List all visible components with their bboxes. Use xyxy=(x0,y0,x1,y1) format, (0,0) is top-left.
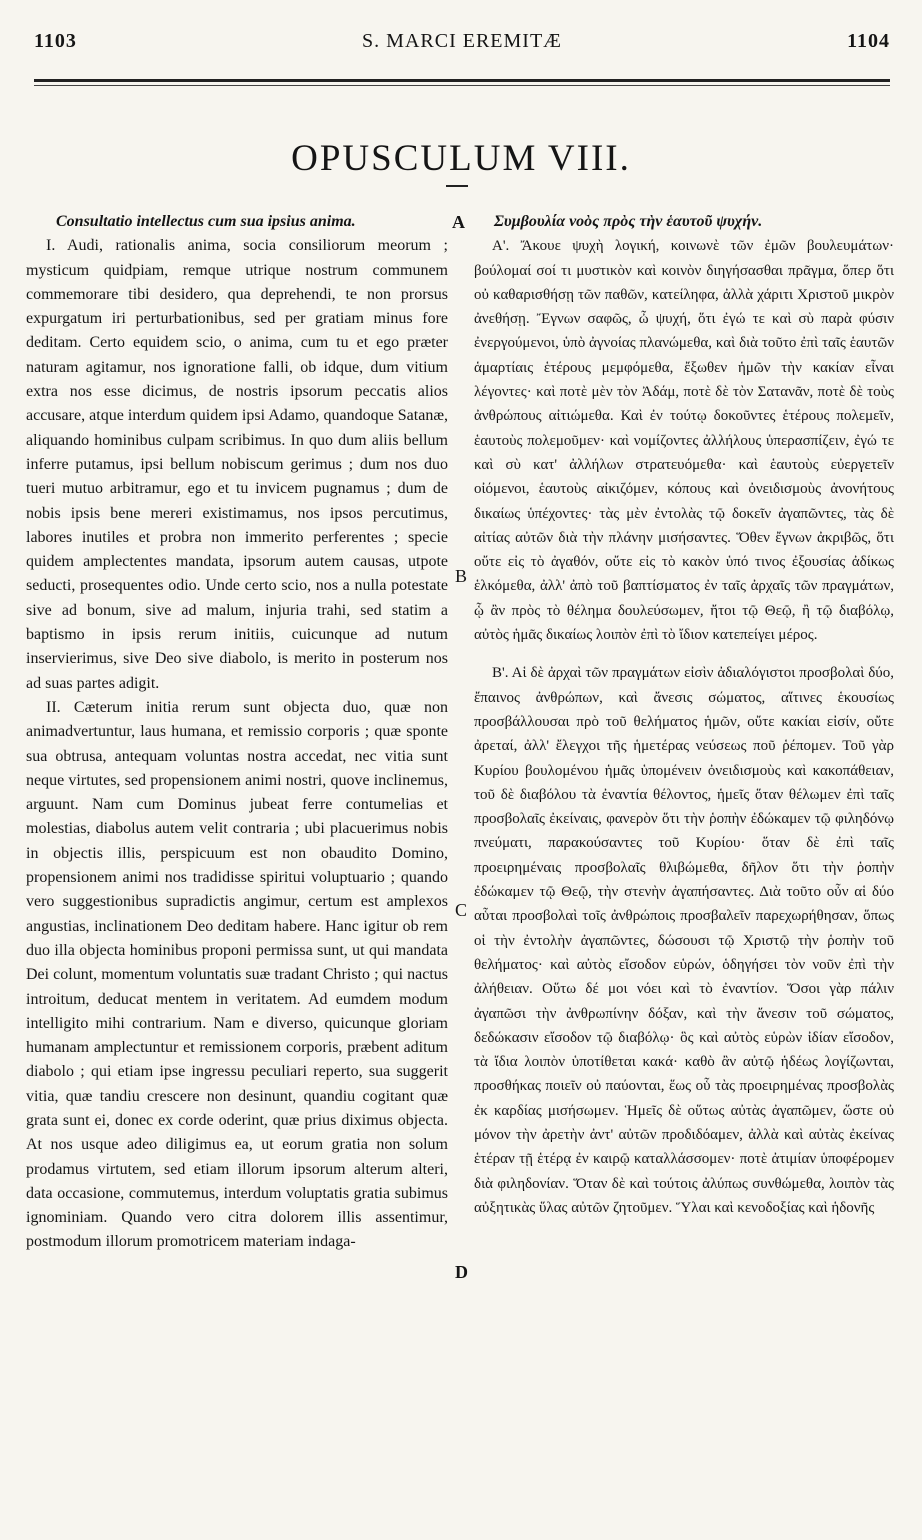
title-divider xyxy=(446,185,468,187)
margin-marker-a: A xyxy=(452,212,465,232)
margin-marker-b: B xyxy=(455,566,468,586)
margin-marker-d: D xyxy=(455,1262,468,1282)
latin-paragraph-1: I. Audi, rationalis anima, socia consiliorum meorum ; mysticum quidpiam, remque utrique nostrum communem commemorare tibi desidero, qua deprehendi, te non prorsus expurgatum iri perturbationibus, sed per gratiam minus fore deditam. Certo equidem scio, o anima, cum tu et ego præter naturam agitamur, nos ignoratione falli, ob idque, dum vitium extra nos esse dicimus, de nostris ipsorum peccatis alios accusare, atque interdum quidem ipsi Adamo, quandoque Satanæ, aliquando hominibus culpam scribimus. In quo dum aliis bellum inferre putamus, ipsi bellum nobiscum gerimus ; dum nos duo tueri mutuo arbitramur, ego et tu invicem pugnamus ; dum de nobis ipsis bene mereri existimamus, nos ipsos percutimus, labores inutiles et probra non immerito perferentes ; specie quidem amplectentes mandata, ipsorum autem causas, utpote seducti, prosequentes odio. Unde certo scio, nos a nulla potestate sive ad bonum, sive ad malum, injuria trahi, sed statim a baptismo in ipsis rerum initiis, cuicunque ad nutum inservierimus, sive Deo sive diabolo, is merito in posterum nos ad suas partes adigit. xyxy=(26,237,448,692)
latin-subtitle: Consultatio intellectus cum sua ipsius anima. xyxy=(56,213,356,230)
latin-paragraph-2: II. Cæterum initia rerum sunt objecta duo, quæ non animadvertuntur, laus humana, et remissio corporis ; quæ sponte sua obtrusa, antequam voluntas nostra accedat, nec vitia sunt neque virtutes, sed propensionem animi nostri, quove inclinemus, arguunt. Nam cum Dominus jubeat ferre contumelias et molestias, diabolus autem velit contraria ; ubi placuerimus nobis in objectis illis, perspicuum est non obaudito Domino, propensionem animi nos tradidisse spiritui voluptuario ; quando vero suggestionibus supradictis angimur, certum est amplexos angustias, inclinationem Deo deditam habere. Hanc igitur ob rem duo illa objecta hominibus proponi permissa sunt, ut qui mandata Dei colunt, momentum voluntatis suæ tradant Christo ; qui nactus introitum, deducat mentem in veritatem. Ad eumdem modum intelligito mihi contrarium. Nam e diverso, quicunque gloriam humanam amplectuntur et remissionem corporis, præbent aditum diabolo ; qui etiam ipse ingressu peculiari reperto, sua suggerit vitia, quæ tandiu crescere non desinunt, quandiu cogitant quæ grata sunt ei, donec ex corde oderint, quæ prius diximus objecta. At nos usque adeo diligimus ea, ut eorum gratia non solum prodamus virtutem, sed etiam illorum ipsorum alterum alteri, data occasione, commutemus, interdum voluptatis gratia subimus ignominiam. Quando vero citra dolorem illis assentimur, postmodum illorum promotricem materiam indaga- xyxy=(26,698,448,1251)
header-rule-thin xyxy=(34,85,890,86)
running-header xyxy=(34,30,890,60)
margin-marker-c: C xyxy=(455,900,468,920)
greek-paragraph-1: Α'. Ἄκουε ψυχὴ λογική, κοινωνὲ τῶν ἐμῶν βουλευμάτων· βούλομαί σοί τι μυστικὸν καὶ κοινὸν διηγήσασθαι πρᾶγμα, ὅπερ ὅτι οὐ καθαρισθήσῃ τῶν παθῶν, κατείληφα, ἀλλὰ χάριτι Χριστοῦ μικρὸν ἀνεθήσῃ. Ἔγνων σαφῶς, ὦ ψυχή, ὅτι ἐγώ τε καὶ σὺ παρὰ φύσιν ἐνεργούμενοι, ὑπὸ ἀγνοίας πλανώμεθα, καὶ διὰ τοῦτο ἐπὶ ταῖς ἑαυτῶν ἁμαρτίαις ἑτέρους μεμφόμεθα, ἔξωθεν ἡμῶν τὴν κακίαν εἶναι λέγοντες· καὶ ποτὲ μὲν τὸν Ἀδάμ, ποτὲ δὲ τὸν Σατανᾶν, ποτὲ δὲ τοὺς ἀνθρώπους αἰτιώμεθα. Καὶ ἐν τούτῳ δοκοῦντες ἑτέρους πολεμεῖν, ἑαυτοὺς πολεμοῦμεν· καὶ νομίζοντες ἀλλήλους ὑπερασπίζειν, ἐγώ τε καὶ σὺ κατ' ἀλλήλων στρατευόμεθα· καὶ ἑαυτοὺς εὐεργετεῖν οἰόμενοι, ἑαυτοὺς αἰκιζόμεν, κόπους καὶ ὀνειδισμοὺς ἀνονήτους δικαίως ὑπέχοντες· τὰς μὲν ἐντολὰς τῷ δοκεῖν ἀγαπῶντες, τὰς δὲ αἰτίας αὐτῶν διὰ τὴν πλάνην μισήσαντες. Ὅθεν ἔγνων ἀκριβῶς, ὅτι οὔτε εἰς τὸ ἀγαθόν, οὔτε εἰς τὸ κακὸν ὑπό τινος ἐξουσίας ἀδίκως ἑλκόμεθα, ἀλλ' ἀπὸ τοῦ βαπτίσματος ἐν ταῖς ἀρχαῖς τῶν πραγμάτων, ᾧ ἂν πρὸς τὸ θέλημα δουλεύσωμεν, ἤτοι τῷ Θεῷ, ἢ τῷ διαβόλῳ, αὐτὸς ἡμᾶς δικαίως λοιπὸν ἐπὶ τὸ ἴδιον κατεπείγει μέρος. xyxy=(474,238,894,644)
greek-column xyxy=(474,210,894,1220)
latin-column xyxy=(26,210,448,1255)
header-rule-thick xyxy=(34,79,890,82)
greek-paragraph-2: Β'. Αἱ δὲ ἀρχαὶ τῶν πραγμάτων εἰσὶν ἀδιαλόγιστοι προσβολαὶ δύο, ἔπαινος ἀνθρώπων, καὶ ἄνεσις σώματος, αἵτινες ἑκουσίως προσβάλλουσαι πρὸ τοῦ θελήματος ἡμῶν, οὔτε κακίαι εἰσίν, οὔτε ἀρεταί, ἀλλ' ἔλεγχοι τῆς ἡμετέρας νεύσεως ποῦ ῥέπομεν. Τοῦ γὰρ Κυρίου βουλομένου ἡμᾶς ὑπομένειν ὀνειδισμοὺς καὶ κακοπάθειαν, τοῦ δὲ διαβόλου τὰ ἐναντία θέλοντος, ἡμεῖς ὅταν θέλωμεν ἐπὶ ταῖς προσβολαῖς ἐκείναις, φανερὸν ὅτι τὴν ῥοπὴν ἐδώκαμεν τῷ φιληδόνῳ πνεύματι, παρακούσαντες τοῦ Κυρίου· ὅταν δὲ ἐπὶ ταῖς προειρημέναις προσβολαῖς θλιβώμεθα, δῆλον ὅτι τὴν ῥοπὴν ἐδώκαμεν τῷ Θεῷ, τὴν στενὴν ἀγαπήσαντες. Διὰ τοῦτο οὖν αἱ δύο αὗται προσβολαὶ τοῖς ἀνθρώποις προσβαλεῖν παρεχωρήθησαν, ὅπως οἱ τὴν ἐντολὴν ἀγαπῶντες, δώσουσι τῷ Χριστῷ τὴν ῥοπὴν τοῦ θελήματος· καὶ αὐτὸς εἴσοδον εὑρών, ὁδηγήσει τὸν νοῦν ἐπὶ τὴν ἀλήθειαν. Οὕτω δέ μοι νόει καὶ τὸ ἐναντίον. Ὅσοι γὰρ πάλιν ἀγαπῶσι τὴν ἀνθρωπίνην δόξαν, καὶ τὴν ἄνεσιν τοῦ σώματος, δεδώκασιν εἴσοδον τῷ διαβόλῳ· ὃς καὶ αὐτὸς εὑρὼν ἰδίαν εἴσοδον, τὰ ἴδια λοιπὸν ὑποτίθεται κακά· καθὸ ἂν αὐτῷ ἡδέως λογίζωνται, προσθήκας ποιεῖν οὐ παύονται, ἕως οὗ τὰς προειρημένας προσβολὰς ἐκ καρδίας μισήσωμεν. Ἡμεῖς δὲ οὕτως αὐτὰς ἀγαπῶμεν, ὥστε οὐ μόνον τὴν ἀρετὴν ἀντ' αὐτῶν προδιδόαμεν, ἀλλὰ καὶ αὐτὰς ἐκείνας ἑτέραν τῇ ἑτέρᾳ ἐν καιρῷ καταλλάσσομεν· ποτὲ ἀτιμίαν ὑποφέρομεν διὰ φιληδονίαν. Ὅταν δὲ καὶ τούτοις ἀλύπως συνθώμεθα, λοιπὸν τὰς αὐξητικὰς ὕλας αὐτῶν ζητοῦμεν. Ὕλαι καὶ κενοδοξίας καὶ ἡδονῆς xyxy=(474,665,894,1216)
greek-subtitle: Συμβουλία νοὸς πρὸς τὴν ἑαυτοῦ ψυχήν. xyxy=(494,213,763,230)
page-title: OPUSCULUM VIII. xyxy=(291,137,631,179)
running-title: S. MARCI EREMITÆ xyxy=(362,30,562,52)
page-number-right: 1104 xyxy=(847,30,890,52)
page-number-left: 1103 xyxy=(34,30,77,52)
